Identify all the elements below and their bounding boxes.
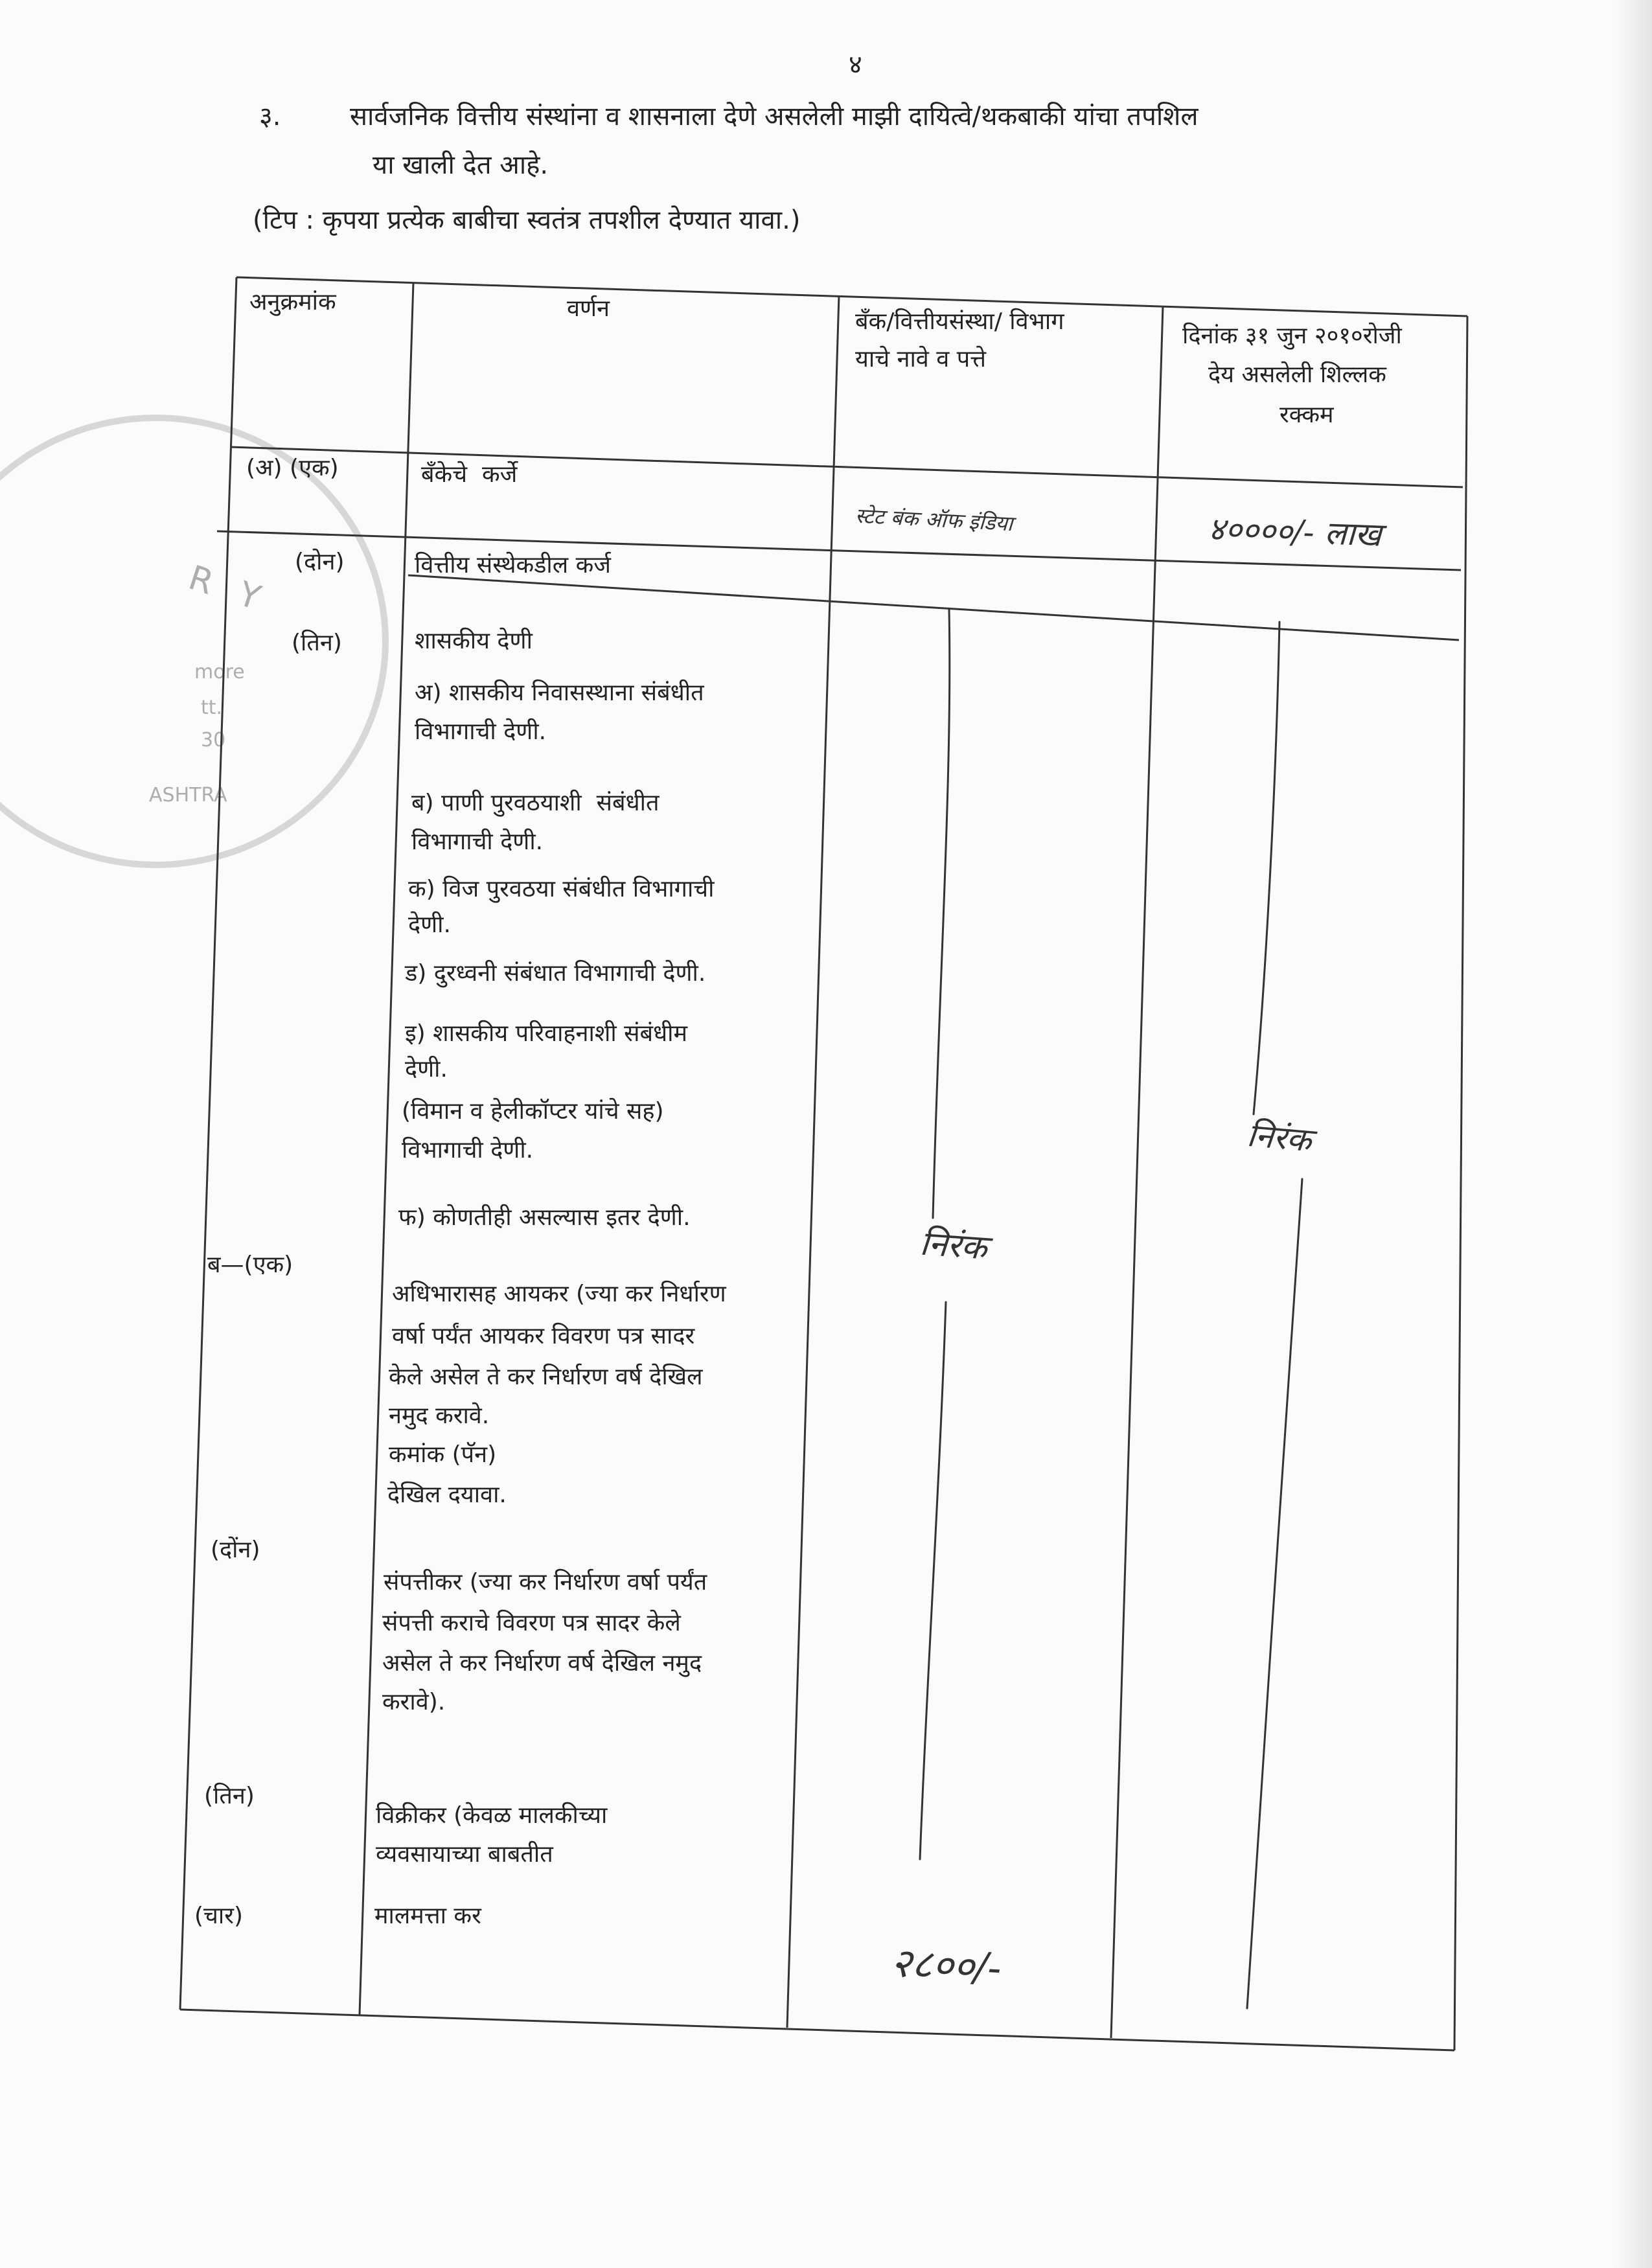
nil-stroke-amount-top [1254, 622, 1279, 1114]
serial-a-two: (दोन) [295, 549, 345, 575]
desc-govt-c-1: क) विज पुरवठया संबंधीत विभागाची [408, 876, 715, 902]
section-heading-line-1: सार्वजनिक वित्तीय संस्थांना व शासनाला देणे असलेली माझी दायित्वे/थकबाकी यांचा तपशिल [350, 102, 1199, 132]
handwritten-nil-bank: निरंक [918, 1224, 989, 1268]
row-divider-2 [408, 575, 1459, 640]
desc-institution-loan: वित्तीय संस्थेकडील कर्ज [415, 552, 611, 578]
table-top-border [236, 277, 1467, 316]
nil-stroke-bank-top [933, 609, 950, 1218]
nil-stroke-bank-bottom [920, 1302, 946, 1859]
section-number: ३. [259, 102, 281, 132]
tip-note: (टिप : कृपया प्रत्येक बाबीचा स्वतंत्र तपशील देण्यात यावा.) [253, 205, 801, 235]
serial-b-one: ब—(एक) [207, 1252, 293, 1278]
page-number: ४ [849, 50, 862, 80]
serial-b-four: (चार) [194, 1903, 243, 1929]
desc-income-tax-1: अधिभारासह आयकर (ज्या कर निर्धारण [392, 1281, 726, 1307]
desc-bank-loan: बॅंकेचे कर्जे [421, 461, 518, 488]
desc-govt-e-4: विभागाची देणी. [402, 1137, 534, 1163]
desc-govt-e-2: देणी. [405, 1056, 448, 1082]
desc-sales-tax-1: विक्रीकर (केवळ मालकीच्या [376, 1802, 608, 1829]
header-row-divider [230, 447, 1463, 487]
table-right-border [1454, 316, 1467, 2050]
column-divider-2 [787, 295, 839, 2028]
desc-govt-c-2: देणी. [408, 911, 451, 938]
desc-govt-f: फ) कोणतीही असल्यास इतर देणी. [398, 1204, 691, 1231]
desc-govt-e-3: (विमान व हेलीकॉप्टर यांचे सह) [402, 1098, 664, 1125]
desc-govt-a-2: विभागाची देणी. [415, 718, 547, 745]
column-divider-3 [1111, 306, 1163, 2038]
header-description: वर्णन [567, 295, 610, 322]
header-amount-line-3: रक्कम [1279, 402, 1334, 428]
desc-income-tax-3: केले असेल ते कर निर्धारण वर्ष देखिल [389, 1364, 703, 1390]
desc-income-tax-5: कमांक (पॅन) [389, 1441, 497, 1468]
header-amount-line-2: देय असलेली शिल्लक [1208, 361, 1386, 388]
table-bottom-border [180, 2010, 1454, 2050]
header-bank-line-1: बॅंक/वित्तीयसंस्था/ विभाग [855, 308, 1064, 335]
desc-wealth-tax-4: करावे). [382, 1689, 446, 1715]
desc-sales-tax-2: व्यवसायाच्या बाबतीत [376, 1841, 553, 1868]
serial-b-two: (दोंन) [211, 1537, 260, 1563]
table-left-border [180, 277, 236, 2010]
desc-govt-d: ड) दुरध्वनी संबंधात विभागाची देणी. [405, 960, 706, 987]
stamp-text-1: R Y [183, 558, 274, 621]
desc-property-tax: मालमत्ता कर [374, 1903, 481, 1929]
desc-govt-b-2: विभागाची देणी. [411, 829, 544, 855]
section-heading-line-2: या खाली देत आहे. [373, 150, 549, 180]
desc-wealth-tax-1: संपत्तीकर (ज्या कर निर्धारण वर्षा पर्यंत [384, 1569, 707, 1596]
handwritten-strokes [920, 609, 1302, 2008]
desc-govt-dues-title: शासकीय देणी [415, 628, 533, 654]
handwritten-nil-amount: निरंक [1245, 1116, 1313, 1160]
serial-a-three: (तिन) [292, 630, 342, 656]
desc-wealth-tax-2: संपत्ती कराचे विवरण पत्र सादर केले [382, 1610, 681, 1636]
nil-stroke-amount-bottom [1247, 1179, 1302, 2008]
desc-income-tax-4: नमुद करावे. [389, 1403, 490, 1429]
header-serial: अनुक्रमांक [249, 289, 336, 315]
header-bank-line-2: याचे नावे व पत्ते [855, 346, 987, 372]
desc-income-tax-6: देखिल दयावा. [387, 1482, 507, 1508]
stamp-text-3: tt. [201, 696, 223, 719]
stamp-text-2: more [194, 661, 245, 683]
stamp-text-4: 30 [201, 729, 226, 751]
desc-govt-a-1: अ) शासकीय निवासस्थाना संबंधीत [415, 680, 704, 706]
stamp-text-5: ASHTRA [149, 784, 227, 807]
serial-a-one: (अ) (एक) [246, 455, 339, 481]
handwritten-property-tax-amount: २८००/- [889, 1938, 1003, 1992]
handwritten-loan-amount: ४००००/- लाख [1207, 510, 1382, 554]
serial-b-three: (तिन) [204, 1783, 255, 1809]
desc-govt-b-1: ब) पाणी पुरवठयाशी संबंधीत [411, 790, 660, 816]
desc-income-tax-2: वर्षा पर्यंत आयकर विवरण पत्र सादर [392, 1323, 695, 1349]
desc-govt-e-1: इ) शासकीय परिवाहनाशी संबंधीम [405, 1020, 687, 1047]
handwritten-bank-name: स्टेट बंक ऑफ इंडिया [855, 503, 1014, 536]
desc-wealth-tax-3: असेल ते कर निर्धारण वर्ष देखिल नमुद [382, 1650, 702, 1677]
header-amount-line-1: दिनांक ३१ जुन २०१०रोजी [1182, 323, 1402, 349]
